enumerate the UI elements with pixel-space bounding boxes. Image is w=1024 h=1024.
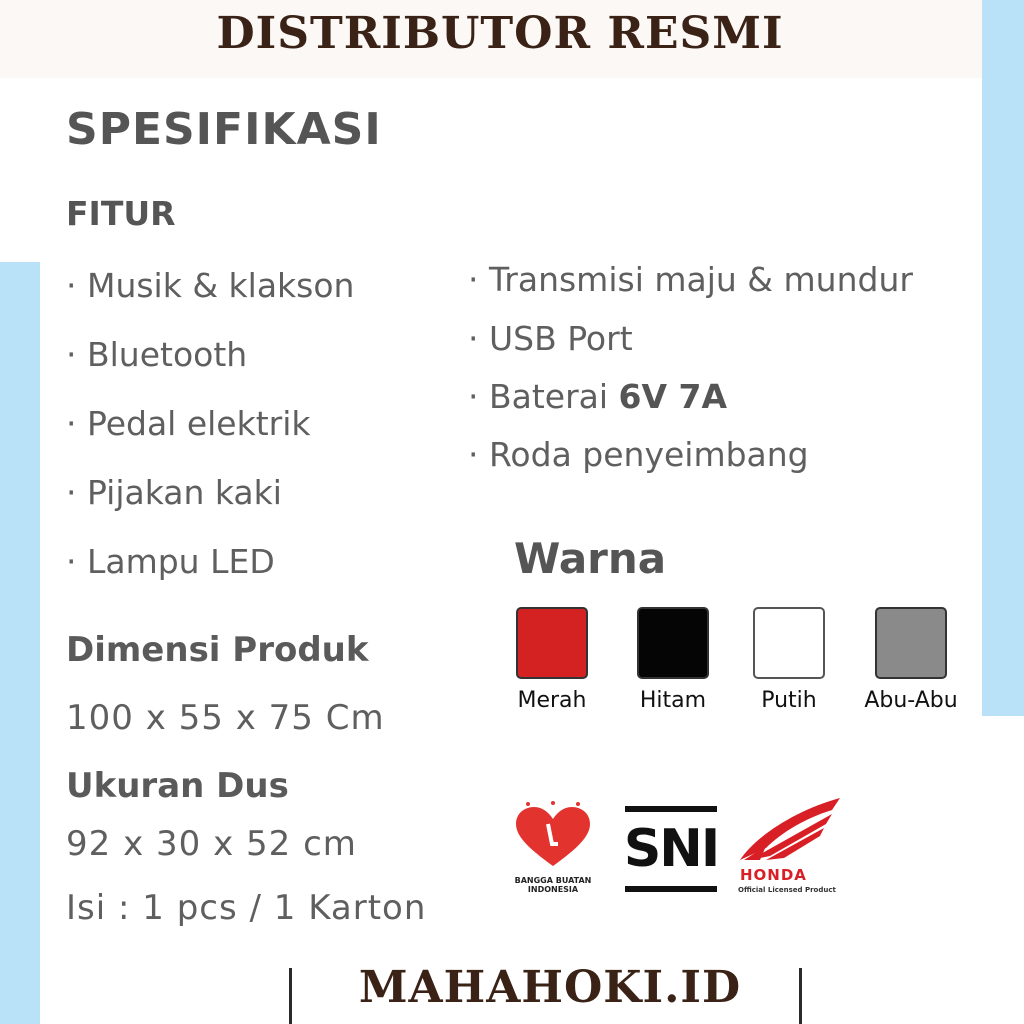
footer-divider-left [289, 968, 292, 1024]
feature-item: · Pijakan kaki [66, 473, 282, 512]
feature-item: · Bluetooth [66, 335, 248, 374]
bangga-buatan-indonesia-logo [508, 800, 598, 900]
sni-logo [625, 806, 717, 892]
honda-tagline: Official Licensed Product [738, 886, 836, 894]
swatch-red[interactable] [516, 607, 588, 679]
side-strip-left [0, 262, 40, 1024]
swatch-grey[interactable] [875, 607, 947, 679]
honda-name: HONDA [740, 866, 807, 884]
swatch-label: Abu-Abu [864, 688, 958, 713]
box-value: 92 x 30 x 52 cm [66, 824, 357, 864]
box-heading: Ukuran Dus [66, 766, 289, 806]
bangga-text: BANGGA BUATAN INDONESIA [514, 876, 592, 894]
feature-item: · Roda penyeimbang [468, 435, 809, 474]
dimension-heading: Dimensi Produk [66, 630, 369, 670]
dimension-value: 100 x 55 x 75 Cm [66, 698, 385, 738]
battery-value: 6V 7A [618, 377, 728, 416]
colors-heading: Warna [514, 534, 667, 583]
feature-item: · Musik & klakson [66, 266, 355, 305]
side-strip-right [982, 0, 1024, 716]
swatch-label: Putih [761, 688, 817, 713]
feature-item: · USB Port [468, 319, 633, 358]
swatch-black[interactable] [637, 607, 709, 679]
feature-item: · Lampu LED [66, 542, 275, 581]
spec-heading: SPESIFIKASI [66, 104, 382, 155]
footer-brand: MAHAHOKI.ID [358, 962, 742, 1013]
honda-logo [736, 796, 846, 900]
feature-item: · Transmisi maju & mundur [468, 260, 913, 299]
honda-wing-icon [736, 796, 846, 862]
banner-title: DISTRIBUTOR RESMI [216, 8, 784, 59]
sni-text: SNI [623, 819, 719, 879]
feature-item-battery [468, 377, 727, 416]
feature-item: · Pedal elektrik [66, 404, 311, 443]
contents-value: Isi : 1 pcs / 1 Karton [66, 888, 427, 928]
features-heading: FITUR [66, 194, 176, 233]
heart-icon [508, 800, 598, 872]
battery-label: · Baterai [468, 377, 619, 416]
swatch-label: Merah [517, 688, 587, 713]
swatch-white[interactable] [753, 607, 825, 679]
swatch-label: Hitam [639, 688, 707, 713]
